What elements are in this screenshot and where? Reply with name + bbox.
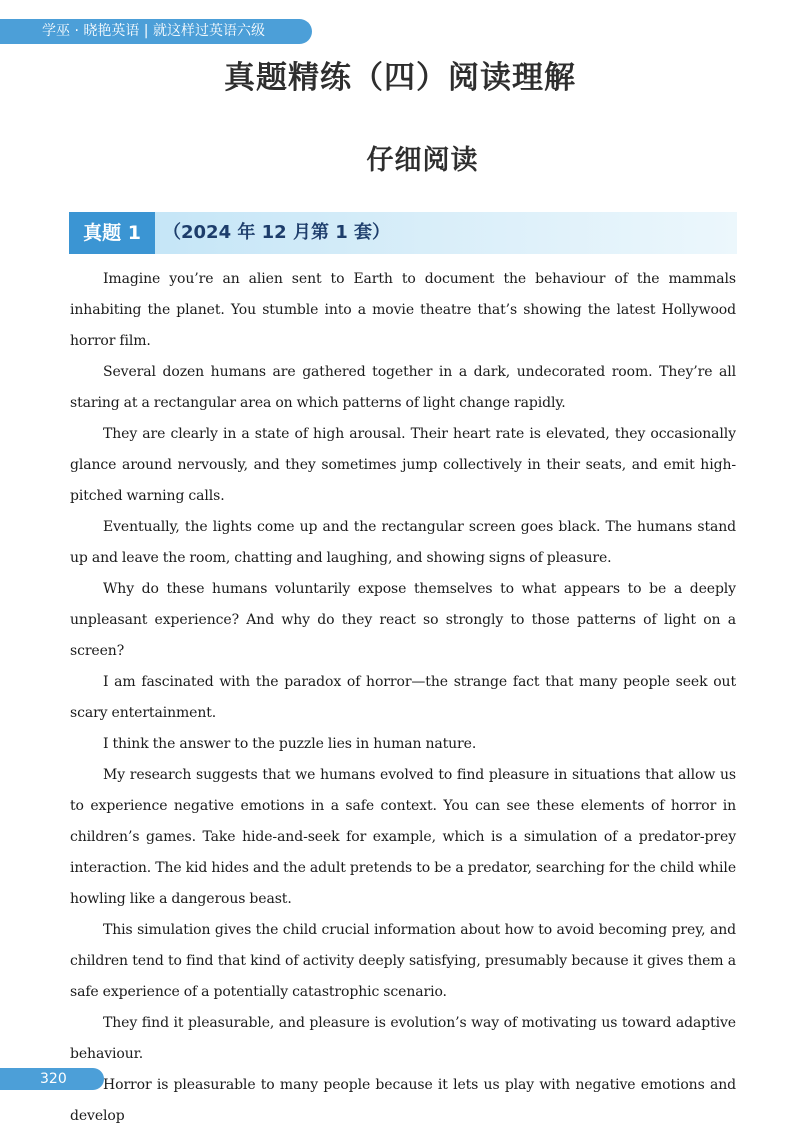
paragraph: They find it pleasurable, and pleasure is evolution’s way of motivating us toward adaptive behaviour.: [70, 1015, 736, 1062]
reading-passage: [70, 264, 736, 1132]
section-title: 仔细阅读: [366, 145, 479, 176]
paragraph: I am fascinated with the paradox of horror—the strange fact that many people seek out scary entertainment.: [70, 674, 736, 721]
paragraph: Several dozen humans are gathered together in a dark, undecorated room. They’re all staring at a rectangular area on which patterns of light change rapidly.: [70, 364, 736, 411]
page-number: 320: [0, 1068, 104, 1090]
exam-section-source: （2024 年 12 月第 1 套）: [163, 222, 391, 243]
paragraph: My research suggests that we humans evolved to find pleasure in situations that allow us to experience negative emotions in a safe context. You can see these elements of horror in children’s games. Take hide-and-seek for example, which is a simulation of a predator-prey interaction. The kid hides and the adult pretends to be a predator, searching for the child while howling like a dangerous beast.: [70, 767, 736, 907]
paragraph: Eventually, the lights come up and the rectangular screen goes black. The humans stand up and leave the room, chatting and laughing, and showing signs of pleasure.: [70, 519, 736, 566]
exam-section-banner: [69, 212, 737, 254]
paragraph: They are clearly in a state of high arousal. Their heart rate is elevated, they occasionally glance around nervously, and they sometimes jump collectively in their seats, and emit high-pitched warning calls.: [70, 426, 736, 504]
exam-section-label: 真题 1: [69, 212, 155, 254]
paragraph: This simulation gives the child crucial information about how to avoid becoming prey, and children tend to find that kind of activity deeply satisfying, presumably because it gives them a safe experience of a potentially catastrophic scenario.: [70, 922, 736, 1000]
paragraph: I think the answer to the puzzle lies in human nature.: [103, 736, 477, 752]
page-title: 真题精练（四）阅读理解: [224, 60, 576, 96]
paragraph: Imagine you’re an alien sent to Earth to document the behaviour of the mammals inhabiting the planet. You stumble into a movie theatre that’s showing the latest Hollywood horror film.: [70, 271, 736, 349]
running-header: 学巫 · 晓艳英语 | 就这样过英语六级: [0, 19, 312, 44]
paragraph: Why do these humans voluntarily expose themselves to what appears to be a deeply unpleasant experience? And why do they react so strongly to those patterns of light on a screen?: [70, 581, 736, 659]
paragraph: Horror is pleasurable to many people because it lets us play with negative emotions and develop: [70, 1077, 736, 1124]
